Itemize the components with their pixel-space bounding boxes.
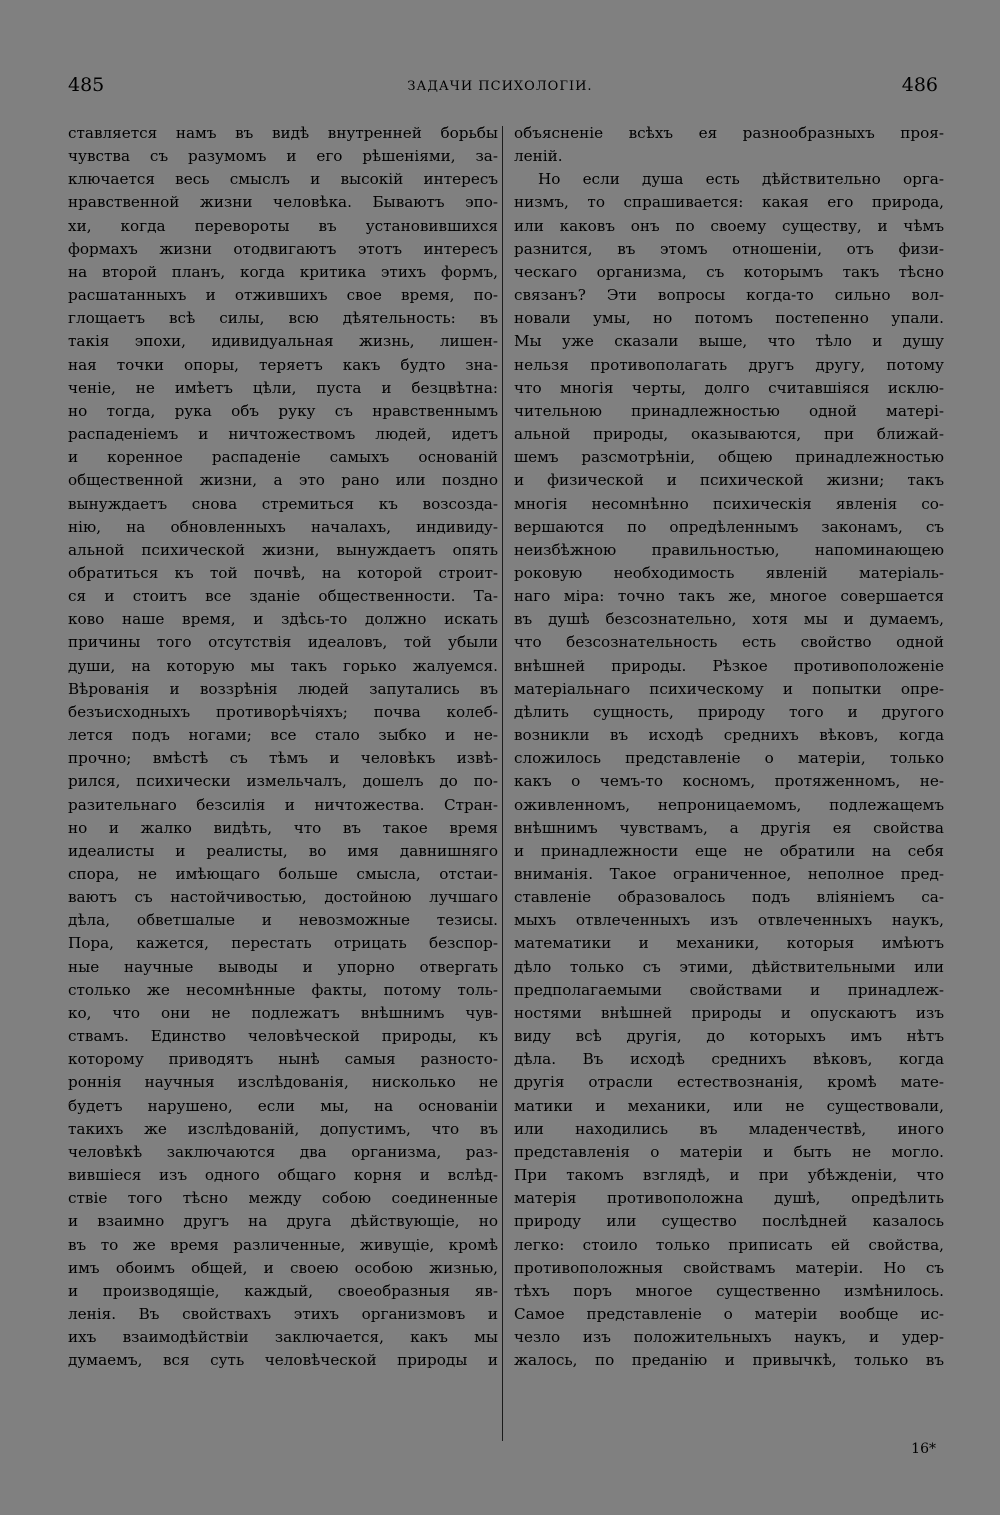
text-line: ностями внѣшней природы и опускаютъ изъ	[514, 1003, 944, 1022]
text-line: нельзя противополагать другъ другу, потому	[514, 355, 944, 374]
text-line: въ то же время различенные, живущіе, кромѣ	[68, 1235, 498, 1254]
text-line: представленія о матеріи и быть не могло.	[514, 1142, 944, 1161]
text-line: будетъ нарушено, если мы, на основаніи	[68, 1096, 498, 1115]
text-line: Мы уже сказали выше, что тѣло и душу	[514, 332, 944, 351]
text-line: математики и механики, которыя имѣютъ	[514, 934, 944, 953]
text-line: прочно; вмѣстѣ съ тѣмъ и человѣкъ извѣ-	[68, 749, 498, 768]
text-line: такія эпохи, идивидуальная жизнь, лишен-	[68, 332, 498, 351]
text-line: дѣлить сущность, природу того и другого	[514, 702, 944, 721]
text-line: формахъ жизни отодвигаютъ этотъ интересъ	[68, 239, 498, 258]
text-line: на второй планъ, когда критика этихъ формъ,	[68, 262, 498, 281]
text-line: которому приводятъ нынѣ самыя разносто-	[68, 1050, 498, 1069]
text-line: ставляется намъ въ видѣ внутренней борьбы	[68, 124, 498, 142]
text-line: вниманія. Такое ограниченное, неполное пред-	[514, 865, 944, 883]
text-line: безъисходныхъ противорѣчіяхъ; почва колеб-	[68, 702, 498, 721]
text-line: чезло изъ положительныхъ наукъ, и удер-	[514, 1328, 944, 1347]
text-line: Вѣрованія и воззрѣнія людей запутались въ	[68, 679, 498, 698]
text-line: и коренное распаденіе самыхъ основаній	[68, 448, 498, 467]
text-line: тѣхъ поръ многое существенно измѣнилось.	[514, 1281, 944, 1300]
text-line: нію, на обновленныхъ началахъ, индивиду-	[68, 517, 498, 536]
text-line: дѣла, обветшалые и невозможные тезисы.	[68, 911, 498, 930]
text-line: легко: стоило только приписать ей свойства,	[514, 1235, 944, 1254]
text-line: расшатанныхъ и отжившихъ свое время, по-	[68, 286, 498, 305]
text-line: сложилось представленіе о матеріи, только	[514, 749, 944, 768]
text-line: роннія научныя изслѣдованія, нисколько не	[68, 1073, 498, 1092]
text-line: или находились въ младенчествѣ, иного	[514, 1119, 944, 1138]
text-line: леній.	[514, 147, 563, 166]
text-line: думаемъ, вся суть человѣческой природы и	[68, 1351, 498, 1370]
text-line: души, на которую мы такъ горько жалуемся.	[68, 656, 498, 675]
text-line: чувства съ разумомъ и его рѣшеніями, за-	[68, 147, 498, 166]
text-line: альной психической жизни, вынуждаетъ опять	[68, 540, 498, 559]
text-line: въ душѣ безсознательно, хотя мы и думаемъ,	[514, 610, 944, 629]
text-line: внѣшней природы. Рѣзкое противоположеніе	[514, 656, 944, 675]
text-line: природу или существо послѣдней казалось	[514, 1212, 944, 1231]
text-line: что многія черты, долго считавшіяся исклю-	[514, 378, 944, 397]
text-line: ково наше время, и здѣсь-то должно искать	[68, 610, 498, 629]
text-line: и физической и психической жизни; такъ	[514, 471, 944, 490]
text-line: новали умы, но потомъ постепенно упали.	[514, 309, 944, 328]
text-line: неизбѣжною правильностью, напоминающею	[514, 540, 944, 559]
text-line: и производящіе, каждый, своеобразныя яв-	[68, 1281, 498, 1300]
text-line: мыхъ отвлеченныхъ изъ отвлеченныхъ наукъ,	[514, 911, 944, 930]
text-line: ные научные выводы и упорно отвергать	[68, 957, 498, 976]
text-line: дѣла. Въ исходѣ среднихъ вѣковъ, когда	[514, 1050, 944, 1069]
text-line: оживленномъ, непроницаемомъ, подлежащемъ	[514, 795, 944, 814]
text-line: внѣшнимъ чувствамъ, а другія ея свойства	[514, 818, 944, 837]
text-line: причины того отсутствія идеаловъ, той убыли	[68, 633, 498, 652]
text-line: ствіе того тѣсно между собою соединенные	[68, 1189, 498, 1208]
text-line: разнится, въ этомъ отношеніи, отъ физи-	[514, 239, 944, 258]
text-line: матики и механики, или не существовали,	[514, 1096, 944, 1115]
text-line: ствамъ. Единство человѣческой природы, къ	[68, 1027, 498, 1046]
text-line: альной природы, оказываются, при ближай-	[514, 425, 944, 444]
text-line: ная точки опоры, теряетъ какъ будто зна-	[68, 355, 498, 374]
column-divider	[502, 126, 503, 1441]
text-line: человѣкѣ заключаются два организма, раз-	[68, 1142, 498, 1161]
text-line: наго міра: точно такъ же, многое совершается	[514, 587, 944, 606]
text-line: ставленіе образовалось подъ вліяніемъ са-	[514, 888, 944, 907]
text-line: предполагаемыми свойствами и принадлеж-	[514, 980, 944, 999]
text-line: роковую необходимость явленій матеріаль-	[514, 563, 944, 582]
running-header	[0, 74, 1000, 104]
text-line: матеріальнаго психическому и попытки опре-	[514, 679, 944, 698]
text-line: общественной жизни, а это рано или поздно	[68, 471, 498, 490]
right-text-column	[514, 122, 944, 1372]
text-line: идеалисты и реалисты, во имя давнишняго	[68, 841, 498, 860]
text-line: вершаются по опредѣленнымъ законамъ, съ	[514, 517, 944, 536]
text-line: ческаго организма, съ которымъ такъ тѣсно	[514, 262, 944, 281]
text-line: но и жалко видѣть, что въ такое время	[68, 818, 498, 837]
text-line: дѣло только съ этими, дѣйствительными или	[514, 957, 944, 976]
text-line: многія несомнѣнно психическія явленія со-	[514, 494, 944, 513]
text-line: обратиться къ той почвѣ, на которой строит-	[68, 563, 498, 582]
text-line: низмъ, то спрашивается: какая его природа,	[514, 193, 944, 212]
page-number-right: 486	[901, 74, 938, 96]
text-line: спора, не имѣющаго больше смысла, отстаи-	[68, 865, 498, 883]
text-line: столько же несомнѣнные факты, потому толь-	[68, 980, 498, 999]
text-line: Но если душа есть дѣйствительно орга-	[538, 170, 944, 189]
text-line: Самое представленіе о матеріи вообще ис-	[514, 1304, 944, 1323]
running-title: ЗАДАЧИ ПСИХОЛОГІИ.	[407, 79, 593, 94]
page-number-left: 485	[68, 74, 105, 96]
text-line: объясненіе всѣхъ ея разнообразныхъ проя-	[514, 124, 944, 142]
text-line: ся и стоитъ все зданіе общественности. Та-	[68, 587, 498, 606]
text-line: ленія. Въ свойствахъ этихъ организмовъ и	[68, 1304, 498, 1323]
text-line: имъ обоимъ общей, и своею особою жизнью,	[68, 1258, 498, 1277]
text-line: или каковъ онъ по своему существу, и чѣмъ	[514, 216, 944, 235]
text-line: вившіеся изъ одного общаго корня и вслѣд-	[68, 1166, 498, 1185]
text-line: что безсознательность есть свойство одной	[514, 633, 944, 652]
text-line: рился, психически измельчалъ, дошелъ до по-	[68, 772, 498, 791]
text-line: ключается весь смыслъ и высокій интересъ	[68, 170, 498, 189]
text-line: связанъ? Эти вопросы когда-то сильно вол-	[514, 286, 944, 305]
text-line: какъ о чемъ-то косномъ, протяженномъ, не-	[514, 772, 944, 791]
text-line: глощаетъ всѣ силы, всю дѣятельность: въ	[68, 309, 498, 328]
text-line: ко, что они не подлежатъ внѣшнимъ чув-	[68, 1003, 498, 1022]
text-line: ченіе, не имѣетъ цѣли, пуста и безцвѣтна:	[68, 378, 498, 397]
text-line: хи, когда перевороты въ установившихся	[68, 216, 498, 235]
text-line: ваютъ съ настойчивостью, достойною лучшаго	[68, 888, 498, 907]
text-line: другія отрасли естествознанія, кромѣ мате-	[514, 1073, 944, 1092]
text-line: жалось, по преданію и привычкѣ, только въ	[514, 1351, 944, 1370]
text-line: Пора, кажется, перестать отрицать безспор-	[68, 934, 498, 953]
text-line: лется подъ ногами; все стало зыбко и не-	[68, 726, 498, 745]
text-line: ихъ взаимодѣйствіи заключается, какъ мы	[68, 1328, 498, 1347]
text-line: но тогда, рука объ руку съ нравственнымъ	[68, 401, 498, 420]
text-line: матерія противоположна душѣ, опредѣлить	[514, 1189, 944, 1208]
signature-mark: 16*	[911, 1441, 936, 1457]
text-line: возникли въ исходѣ среднихъ вѣковъ, когда	[514, 726, 944, 745]
text-line: шемъ разсмотрѣніи, общею принадлежностью	[514, 448, 944, 467]
text-line: вынуждаетъ снова стремиться къ возсозда-	[68, 494, 498, 513]
text-line: такихъ же изслѣдованій, допустимъ, что въ	[68, 1119, 498, 1138]
text-line: распаденіемъ и ничтожествомъ людей, идетъ	[68, 425, 498, 444]
left-text-column	[68, 122, 498, 1372]
text-line: нравственной жизни человѣка. Бываютъ эпо-	[68, 193, 498, 212]
text-line: чительною принадлежностью одной матері-	[514, 401, 944, 420]
text-line: При такомъ взглядѣ, и при убѣжденіи, что	[514, 1166, 944, 1185]
text-line: и принадлежности еще не обратили на себя	[514, 841, 944, 860]
text-line: разительнаго безсилія и ничтожества. Стран-	[68, 795, 498, 814]
text-line: и взаимно другъ на друга дѣйствующіе, но	[68, 1212, 498, 1231]
text-line: противоположныя свойствамъ матеріи. Но съ	[514, 1258, 944, 1277]
text-line: виду всѣ другія, до которыхъ имъ нѣтъ	[514, 1027, 944, 1046]
